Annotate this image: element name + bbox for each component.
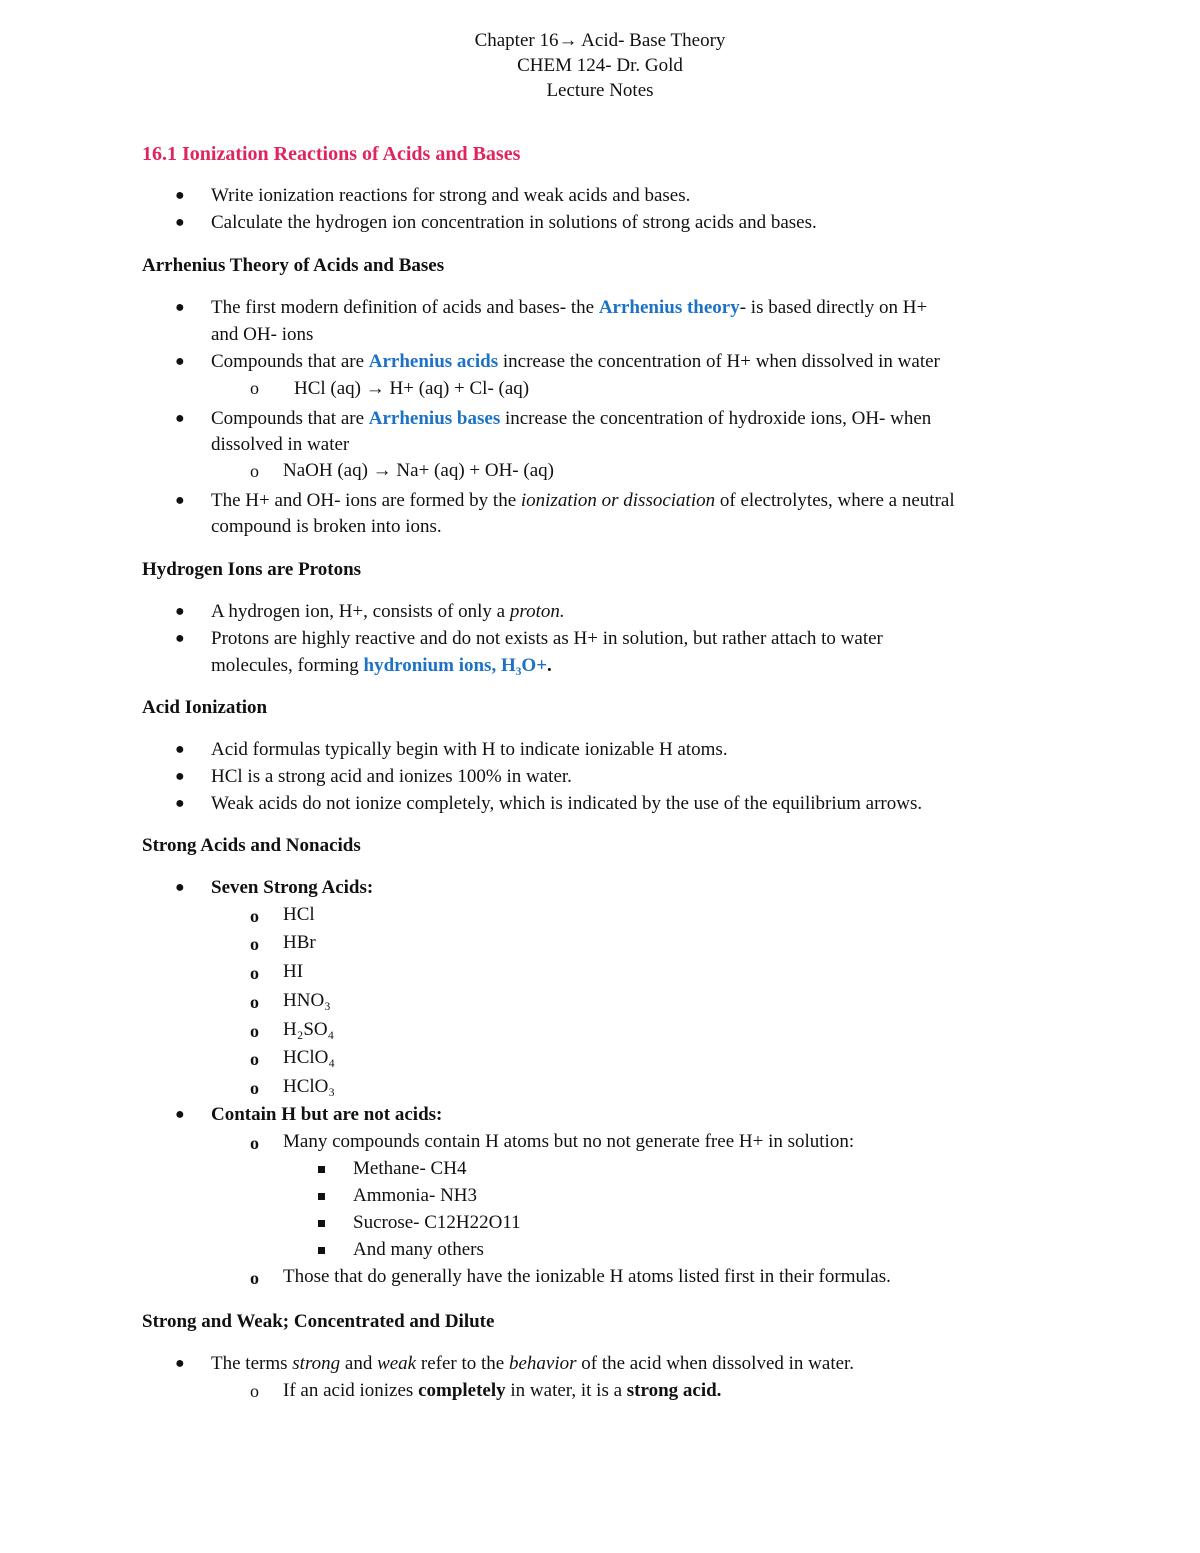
- list-item: [211, 490, 955, 512]
- sub-bullet-icon: o: [250, 1381, 259, 1401]
- text-run: in water, it is a: [505, 1380, 627, 1401]
- acid-formula: HI: [283, 961, 304, 982]
- heading-arrhenius: Arrhenius Theory of Acids and Bases: [142, 255, 445, 276]
- bullet-icon: ●: [175, 353, 185, 370]
- bullet-icon: ●: [175, 879, 185, 896]
- text-run: refer to the: [416, 1353, 509, 1374]
- acid-formula: HCl: [283, 904, 315, 925]
- term-italic: behavior: [508, 1353, 577, 1374]
- list-item: [211, 1353, 854, 1375]
- text-run: Compounds that are: [211, 351, 369, 372]
- example-item: And many others: [353, 1239, 484, 1260]
- text-run: Compounds that are: [211, 408, 369, 429]
- square-bullet-icon: [318, 1247, 325, 1254]
- list-item: Protons are highly reactive and do not exists as H+ in solution, but rather attach to water: [211, 628, 883, 649]
- term-highlight: Arrhenius theory: [598, 297, 740, 318]
- list-item: [211, 408, 931, 430]
- document-header: [0, 28, 1200, 103]
- text-run: The H+ and OH- ions are formed by the: [211, 490, 521, 511]
- bullet-icon: ●: [175, 630, 185, 647]
- list-item-continuation: and OH- ions: [211, 324, 314, 345]
- bullet-icon: ●: [175, 603, 185, 620]
- text-run: and: [340, 1353, 378, 1374]
- heading-hydrogen: Hydrogen Ions are Protons: [142, 559, 362, 580]
- term-highlight: Arrhenius acids: [368, 351, 499, 372]
- example-item: Ammonia- NH3: [353, 1185, 478, 1206]
- text-run: - is based directly on H+: [739, 297, 928, 318]
- square-bullet-icon: [318, 1166, 325, 1173]
- text-run: increase the concentration of H+ when dissolved in water: [498, 351, 940, 372]
- sub-bullet-icon: o: [250, 1078, 259, 1098]
- sub-bullet-icon: o: [250, 963, 259, 983]
- sub-bullet-icon: o: [250, 934, 259, 954]
- example-item: Sucrose- C12H22O11: [353, 1212, 521, 1233]
- list-item: Weak acids do not ionize completely, which is indicated by the use of the equilibrium arrows.: [211, 793, 923, 814]
- sub-bullet-icon: o: [250, 378, 259, 398]
- header-chapter-title: Chapter 16→ Acid- Base Theory: [474, 30, 726, 51]
- text-run: The first modern definition of acids and bases- the: [211, 297, 599, 318]
- acid-formula: HClO₄: [283, 1047, 336, 1068]
- term-bold: completely: [418, 1380, 506, 1401]
- heading-strong-acids: Strong Acids and Nonacids: [142, 835, 361, 856]
- objective-item: Calculate the hydrogen ion concentration in solutions of strong acids and bases.: [211, 212, 817, 233]
- list-item: [211, 351, 940, 373]
- list-item: Seven Strong Acids:: [211, 877, 374, 898]
- term-bold: strong acid.: [626, 1380, 722, 1401]
- sub-bullet-icon: o: [250, 992, 259, 1012]
- list-item: Acid formulas typically begin with H to indicate ionizable H atoms.: [211, 739, 728, 760]
- term-italic: ionization or dissociation: [520, 490, 716, 511]
- header-course: CHEM 124- Dr. Gold: [517, 55, 683, 76]
- sub-bullet-icon: o: [250, 1268, 259, 1288]
- heading-acid-ionization: Acid Ionization: [142, 697, 268, 718]
- term-highlight: hydronium ions, H₃O+: [363, 655, 548, 676]
- sub-bullet-icon: o: [250, 1021, 259, 1041]
- square-bullet-icon: [318, 1193, 325, 1200]
- bullet-icon: ●: [175, 795, 185, 812]
- text-run: If an acid ionizes: [283, 1380, 419, 1401]
- term-italic: weak: [377, 1353, 417, 1374]
- list-item-continuation: [211, 655, 552, 677]
- header-subtitle: Lecture Notes: [546, 80, 654, 101]
- bullet-icon: ●: [175, 492, 185, 509]
- bullet-icon: ●: [175, 1106, 185, 1123]
- sub-bullet-icon: o: [250, 906, 259, 926]
- bullet-icon: ●: [175, 768, 185, 785]
- text-run: of electrolytes, where a neutral: [715, 490, 955, 511]
- equation: HCl (aq) → H+ (aq) + Cl- (aq): [294, 378, 530, 399]
- objective-item: Write ionization reactions for strong and weak acids and bases.: [211, 185, 691, 206]
- heading-strong-weak: Strong and Weak; Concentrated and Dilute: [142, 1311, 495, 1332]
- text-run: A hydrogen ion, H+, consists of only a: [211, 601, 510, 622]
- acid-formula: HClO₃: [283, 1076, 336, 1097]
- bullet-icon: ●: [175, 1355, 185, 1372]
- sub-list-item: Many compounds contain H atoms but no not generate free H+ in solution:: [283, 1131, 855, 1152]
- example-item: Methane- CH4: [353, 1158, 467, 1179]
- acid-formula: H₂SO₄: [283, 1019, 335, 1040]
- list-item-continuation: compound is broken into ions.: [211, 516, 442, 537]
- bullet-icon: ●: [175, 214, 185, 231]
- text-run: increase the concentration of hydroxide ions, OH- when: [500, 408, 932, 429]
- bullet-icon: ●: [175, 410, 185, 427]
- sub-list-item: [283, 1380, 721, 1402]
- acid-formula: HNO₃: [283, 990, 331, 1011]
- square-bullet-icon: [318, 1220, 325, 1227]
- equation: NaOH (aq) → Na+ (aq) + OH- (aq): [283, 460, 554, 481]
- text-run: The terms: [211, 1353, 293, 1374]
- sub-list-item: Those that do generally have the ionizable H atoms listed first in their formulas.: [283, 1266, 891, 1287]
- text-run: molecules, forming: [211, 655, 364, 676]
- list-item: [211, 601, 565, 623]
- sub-bullet-icon: o: [250, 1133, 259, 1153]
- list-item: Contain H but are not acids:: [211, 1104, 443, 1125]
- section-title: 16.1 Ionization Reactions of Acids and Bases: [142, 143, 521, 165]
- bullet-icon: ●: [175, 741, 185, 758]
- list-item: [211, 297, 927, 319]
- text-run: .: [547, 655, 552, 676]
- sub-bullet-icon: o: [250, 1049, 259, 1069]
- bullet-icon: ●: [175, 299, 185, 316]
- bullet-icon: ●: [175, 187, 185, 204]
- term-highlight: Arrhenius bases: [368, 408, 501, 429]
- acid-formula: HBr: [283, 932, 316, 953]
- sub-bullet-icon: o: [250, 461, 259, 481]
- term-italic: strong: [292, 1353, 341, 1374]
- term-italic: proton.: [509, 601, 565, 622]
- list-item: HCl is a strong acid and ionizes 100% in water.: [211, 766, 572, 787]
- list-item-continuation: dissolved in water: [211, 434, 350, 455]
- text-run: of the acid when dissolved in water.: [576, 1353, 855, 1374]
